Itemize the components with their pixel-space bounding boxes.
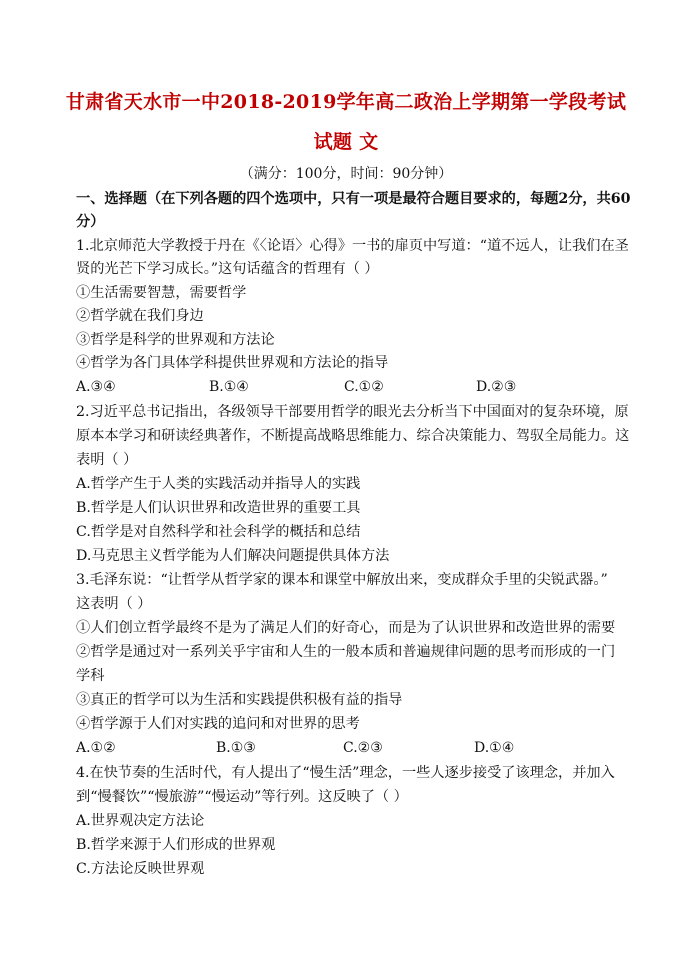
- q1-item-1: ①生活需要智慧，需要哲学: [76, 285, 247, 301]
- q3-option-a: A.①②: [76, 740, 116, 756]
- exam-title-line2: 试题 文: [313, 131, 379, 153]
- q2-option-b: B.哲学是人们认识世界和改造世界的重要工具: [76, 500, 361, 516]
- score-info: （满分：100分，时间：90分钟）: [239, 166, 453, 182]
- q1-option-c: C.①②: [344, 379, 384, 395]
- q1-option-d: D.②③: [476, 379, 517, 395]
- q2-stem-line3: 表明（ ）: [76, 452, 138, 468]
- q3-stem-line1: 3.毛泽东说：“让哲学从哲学家的课本和课堂中解放出来，变成群众手里的尖锐武器。”: [76, 572, 608, 588]
- q1-option-a: A.③④: [76, 379, 116, 395]
- q1-item-2: ②哲学就在我们身边: [76, 308, 204, 324]
- q4-stem-line1: 4.在快节奏的生活时代，有人提出了“慢生活”理念，一些人逐步接受了该理念，并加入: [76, 765, 615, 781]
- q2-stem-line1: 2.习近平总书记指出，各级领导干部要用哲学的眼光去分析当下中国面对的复杂环境，原: [76, 404, 629, 420]
- q2-option-c: C.哲学是对自然科学和社会科学的概括和总结: [76, 524, 361, 540]
- q2-option-d: D.马克思主义哲学能为人们解决问题提供具体方法: [76, 548, 390, 564]
- q3-option-d: D.①④: [474, 740, 515, 756]
- q3-item-3: ③真正的哲学可以为生活和实践提供积极有益的指导: [76, 692, 403, 708]
- q3-item-2: ②哲学是通过对一系列关乎宇宙和人生的一般本质和普遍规律问题的思考而形成的一门: [76, 644, 616, 660]
- exam-title-line1: 甘肃省天水市一中2018-2019学年高二政治上学期第一学段考试: [65, 91, 627, 113]
- q3-item-4: ④哲学源于人们对实践的追问和对世界的思考: [76, 716, 360, 732]
- q4-option-c: C.方法论反映世界观: [76, 861, 205, 877]
- q3-option-b: B.①③: [216, 740, 256, 756]
- q1-item-4: ④哲学为各门具体学科提供世界观和方法论的指导: [76, 355, 389, 371]
- q4-option-b: B.哲学来源于人们形成的世界观: [76, 837, 276, 853]
- q1-stem-line2: 贤的光芒下学习成长。”这句话蕴含的哲理有（ ）: [76, 261, 379, 277]
- q2-stem-line2: 原本本学习和研读经典著作，不断提高战略思维能力、综合决策能力、驾驭全局能力。这: [76, 428, 630, 444]
- q3-item-2-cont: 学科: [76, 668, 105, 684]
- q1-stem-line1: 1.北京师范大学教授于丹在《〈论语〉心得》一书的扉页中写道：“道不远人，让我们在圣: [76, 238, 629, 254]
- section-heading-line2: 分）: [76, 214, 105, 230]
- q3-stem-line2: 这表明（ ）: [76, 596, 152, 612]
- q2-option-a: A.哲学产生于人类的实践活动并指导人的实践: [76, 476, 361, 492]
- q3-option-c: C.②③: [343, 740, 383, 756]
- q4-stem-line2: 到“慢餐饮”“慢旅游”“慢运动”等行列。这反映了（ ）: [76, 789, 408, 805]
- q4-option-a: A.世界观决定方法论: [76, 813, 205, 829]
- q3-item-1: ①人们创立哲学最终不是为了满足人们的好奇心，而是为了认识世界和改造世界的需要: [76, 620, 616, 636]
- section-heading-line1: 一、选择题（在下列各题的四个选项中，只有一项是最符合题目要求的，每题2分，共60: [76, 191, 631, 207]
- q1-item-3: ③哲学是科学的世界观和方法论: [76, 332, 275, 348]
- q1-option-b: B.①④: [209, 379, 249, 395]
